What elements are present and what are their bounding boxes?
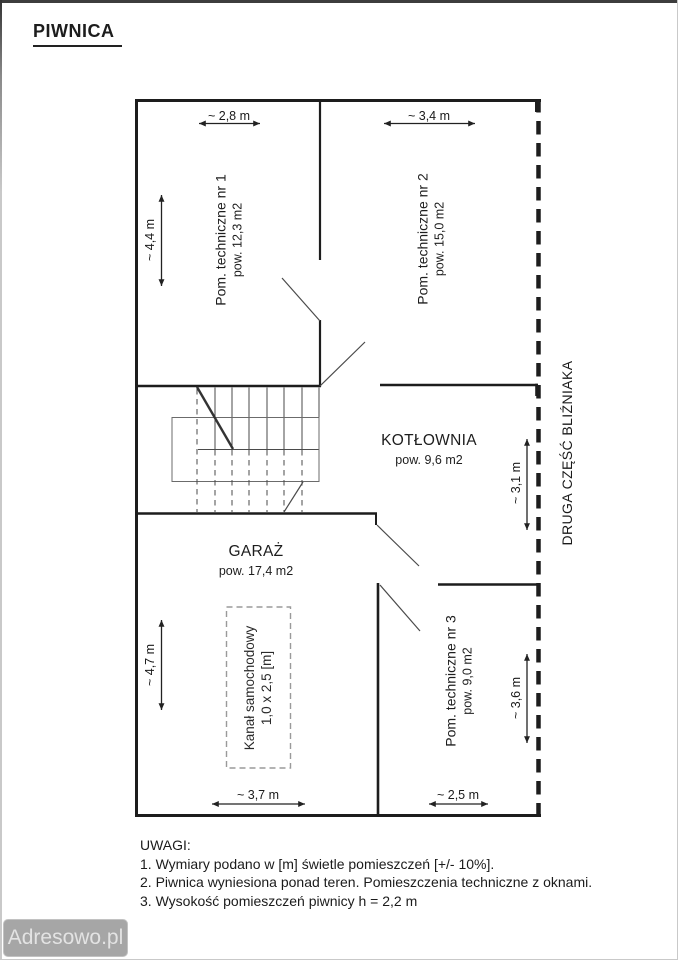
dim-label-tech3-height: ~ 3,6 m [509,676,523,720]
room-label-kotlownia: KOTŁOWNIA pow. 9,6 m2 [381,432,477,467]
notes [140,836,592,910]
room-label-tech1: Pom. techniczne nr 1 pow. 12,3 m2 [212,174,245,306]
party-wall-label: DRUGA CZĘŚĆ BLIŹNIAKA [559,360,575,546]
room-label-garaz: GARAŻ pow. 17,4 m2 [218,543,294,578]
page-title: PIWNICA [33,21,122,47]
dim-label-kotlownia-height: ~ 3,1 m [509,461,523,505]
note-item: 1. Wymiary podano w [m] świetle pomieszczeń [+/- 10%]. [140,855,495,872]
room-label-tech2: Pom. techniczne nr 2 pow. 15,0 m2 [414,173,447,305]
staircase [172,387,319,512]
note-item: 2. Piwnica wyniesiona ponad teren. Pomieszczenia techniczne z oknami. [140,874,593,890]
outer-walls [135,99,541,817]
dim-label-garaz-height: ~ 4,7 m [143,643,157,687]
room-label-tech3: Pom. techniczne nr 3 pow. 9,0 m2 [442,615,475,747]
dim-label-tech1-height: ~ 4,4 m [143,218,157,262]
interior-walls [135,100,540,816]
dim-label-tech1-width: ~ 2,8 m [207,109,251,123]
dim-label-tech3-width: ~ 2,5 m [436,788,480,802]
note-item: 3. Wysokość pomieszczeń piwnicy h = 2,2 m [140,892,418,909]
dim-label-garaz-width: ~ 3,7 m [236,788,280,802]
watermark-badge: Adresowo.pl [3,919,128,957]
inspection-pit-label: Kanał samochodowy 1,0 x 2,5 [m] [242,625,274,751]
dim-label-tech2-width: ~ 3,4 m [407,109,451,123]
notes-heading: UWAGI: [140,837,191,853]
